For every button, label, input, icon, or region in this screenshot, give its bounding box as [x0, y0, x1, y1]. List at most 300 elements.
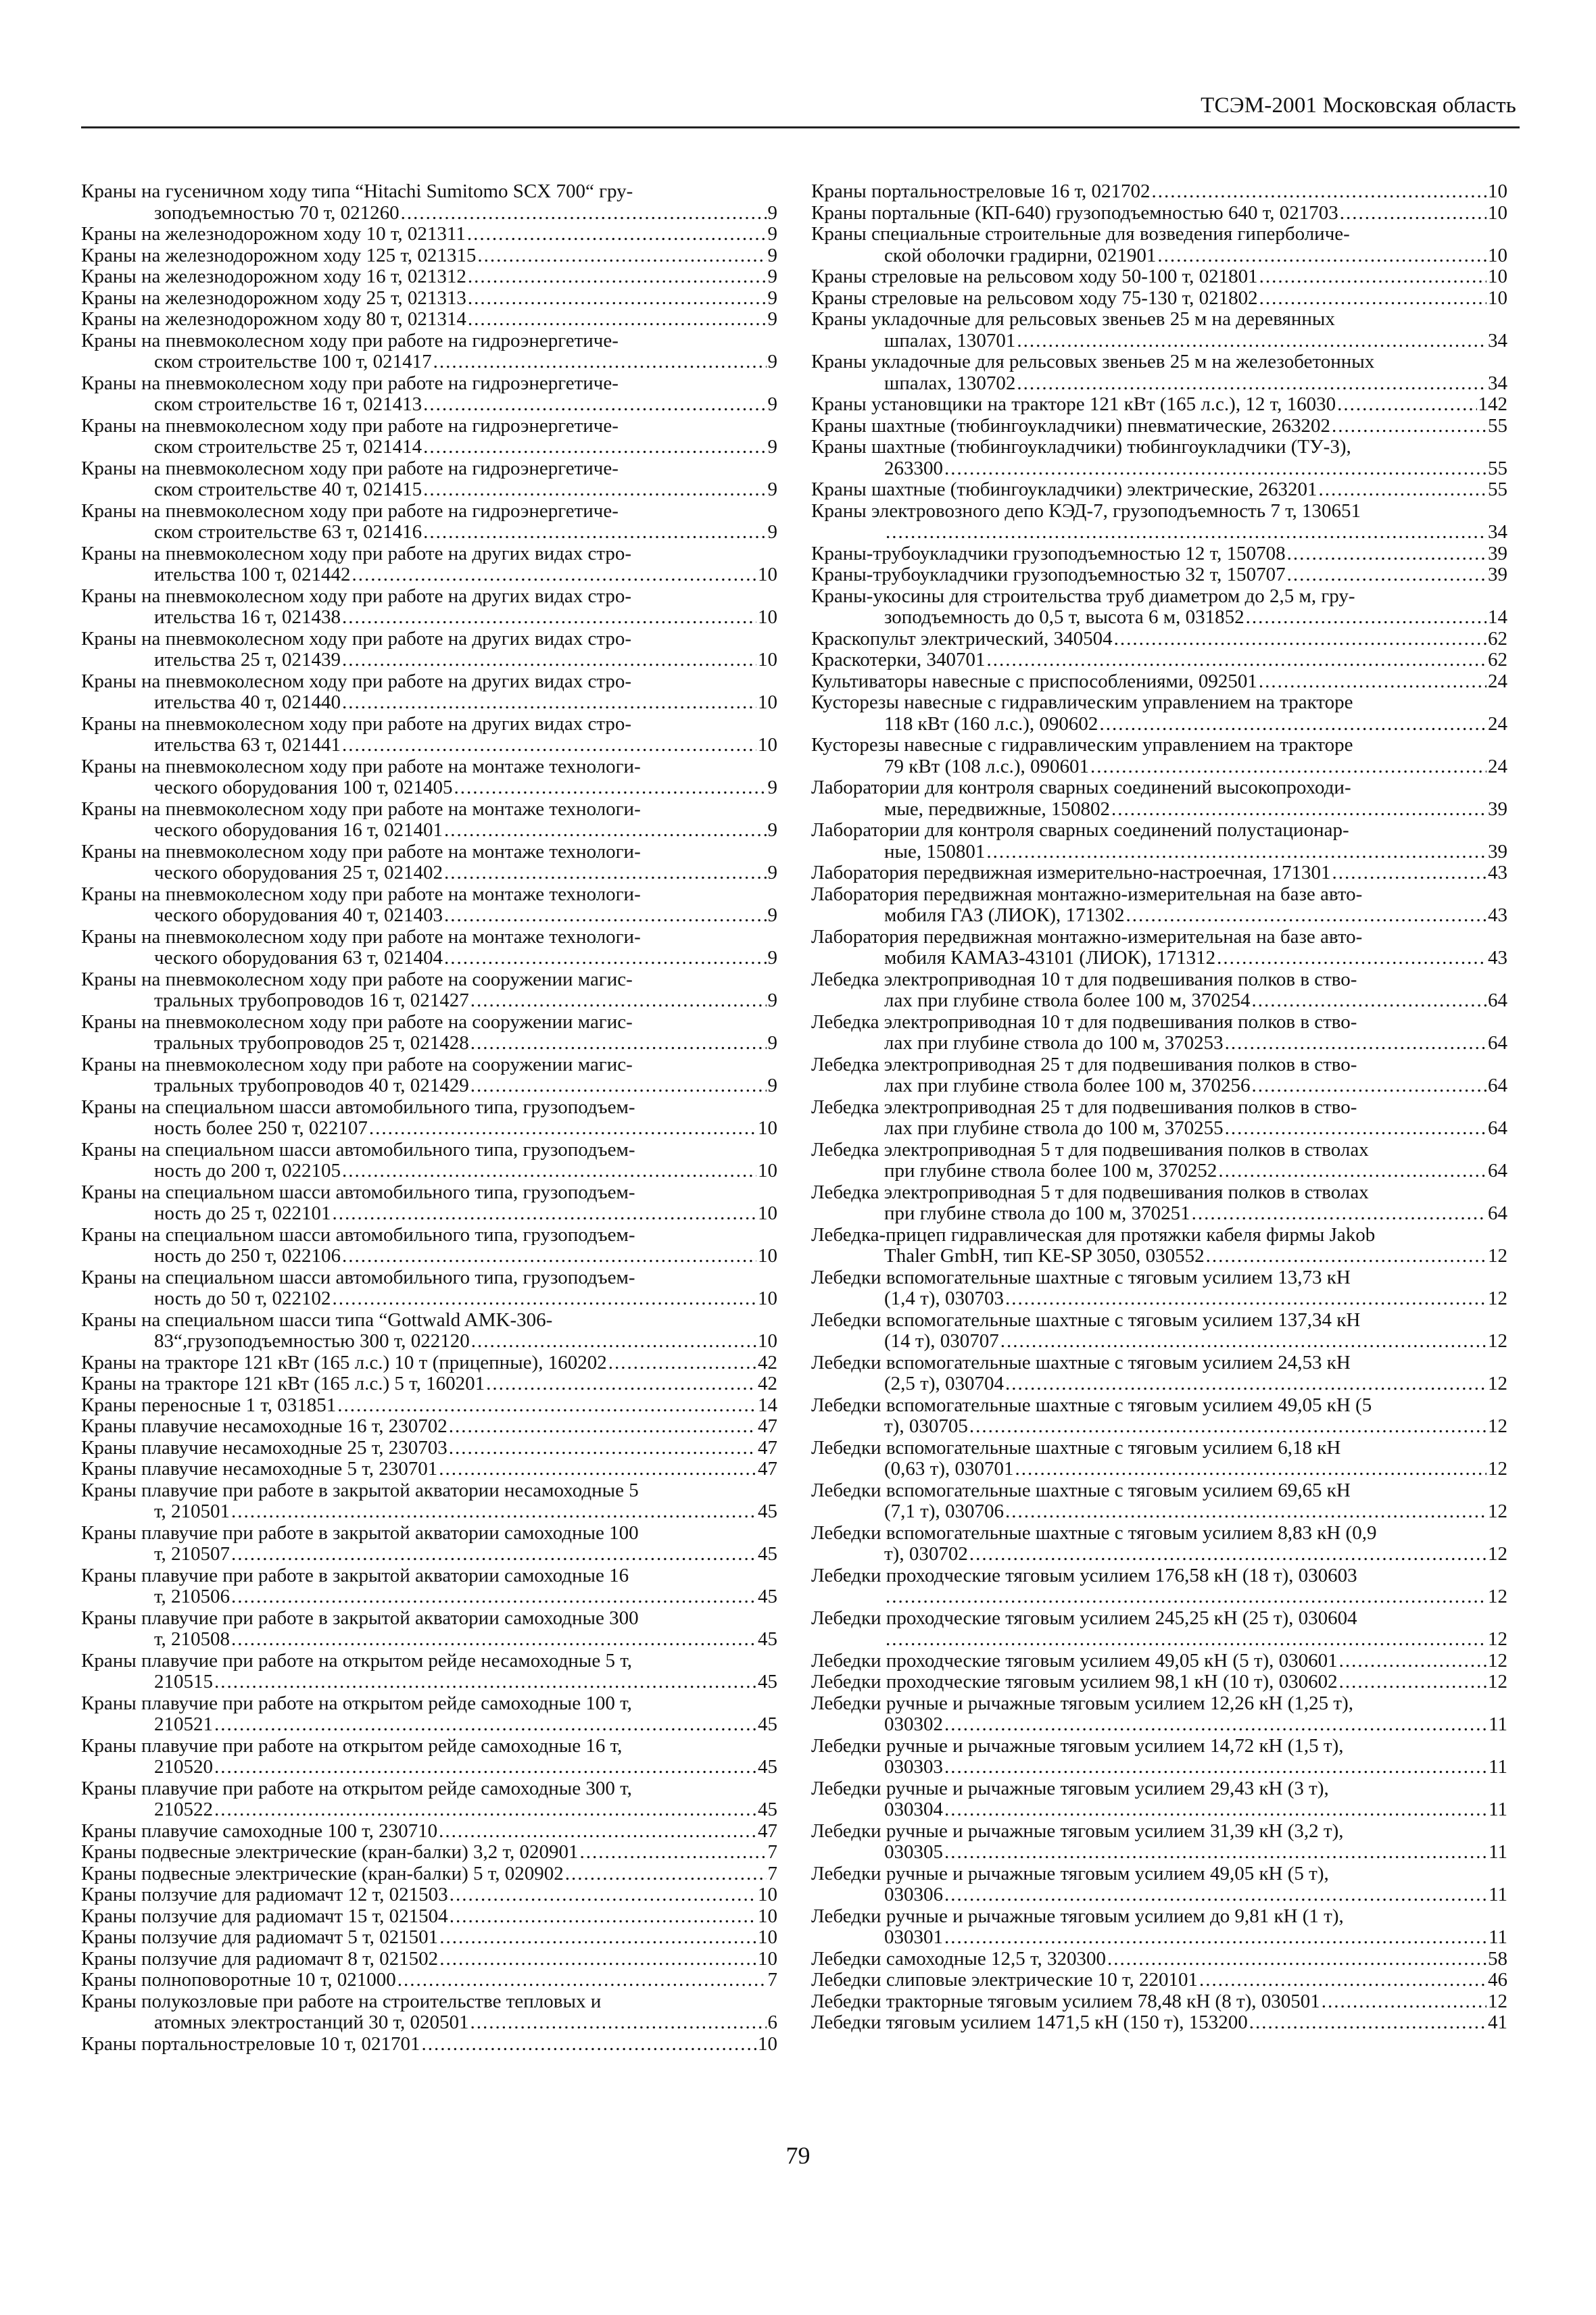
- dot-leader: [1340, 203, 1486, 224]
- index-page-number: 9: [767, 819, 777, 841]
- index-page-number: 64: [1488, 990, 1507, 1011]
- index-entry: [811, 735, 1507, 777]
- index-entry-text: Краны укладочные для рельсовых звеньев 25 м на деревянных: [811, 308, 1335, 330]
- index-entry: [811, 1736, 1507, 1778]
- index-page-number: 9: [767, 244, 777, 266]
- index-page-number: 47: [758, 1458, 777, 1480]
- dot-leader: [1339, 1651, 1486, 1672]
- index-page-number: 10: [758, 606, 777, 628]
- index-page-number: 11: [1489, 1926, 1507, 1948]
- index-page-number: 9: [767, 1075, 777, 1096]
- dot-leader: [1287, 543, 1486, 565]
- index-entry-text: Лебедки слиповые электрические 10 т, 220101: [811, 1969, 1199, 1991]
- index-entry: [811, 1565, 1507, 1608]
- index-page-number: 9: [767, 521, 777, 543]
- index-entry-text: Лаборатория передвижная монтажно-измерительная на базе авто-: [811, 925, 1363, 948]
- index-page-number: 12: [1488, 1245, 1507, 1267]
- index-page-number: 47: [758, 1415, 777, 1437]
- index-entry: [811, 1480, 1507, 1523]
- index-entry-text: Краны на пневмоколесном ходу при работе на сооружении магис-: [81, 968, 633, 990]
- dot-leader: [1199, 1970, 1486, 1991]
- index-page-number: 142: [1478, 393, 1507, 415]
- index-entry: [811, 1778, 1507, 1821]
- index-entry: [811, 437, 1507, 479]
- index-page-number: 10: [1488, 180, 1507, 202]
- index-entry-text: Лебедки ручные и рычажные тяговым усилием 29,43 кН (3 т),: [811, 1777, 1329, 1799]
- index-entry: [81, 1373, 777, 1395]
- index-page-number: 11: [1489, 1841, 1507, 1863]
- index-page-number: 10: [758, 649, 777, 671]
- index-page-number: 34: [1488, 329, 1507, 351]
- dot-leader: [439, 1927, 756, 1949]
- index-page-number: 12: [1488, 1628, 1507, 1650]
- dot-leader: [944, 1799, 1487, 1821]
- index-page-number: 41: [1488, 2012, 1507, 2033]
- index-entry-text: ческого оборудования 16 т, 021401: [154, 819, 443, 841]
- dot-leader: [444, 905, 767, 927]
- dot-leader: [231, 1544, 756, 1565]
- index-entry: [811, 1140, 1507, 1182]
- index-entry-text: (0,63 т), 030701: [884, 1458, 1014, 1480]
- index-page-number: 9: [767, 201, 777, 224]
- index-page-number: 24: [1488, 712, 1507, 735]
- index-page-number: 14: [758, 1394, 777, 1416]
- dot-leader: [608, 1353, 756, 1374]
- index-entry: [81, 1949, 777, 1970]
- index-entry: [81, 331, 777, 373]
- index-entry-text: Лаборатория передвижная измерительно-настроечная, 171301: [811, 862, 1331, 883]
- index-page-number: 24: [1488, 755, 1507, 777]
- index-entry-text: Краны на железнодорожном ходу 125 т, 021315: [81, 244, 477, 266]
- dot-leader: [969, 1544, 1486, 1565]
- index-entry: [811, 351, 1507, 394]
- dot-leader: [401, 203, 767, 224]
- index-entry: [81, 1821, 777, 1843]
- index-entry: [811, 181, 1507, 203]
- index-entry: [811, 927, 1507, 969]
- index-entry-text: Лебедки вспомогательные шахтные с тяговым усилием 8,83 кН (0,9: [811, 1521, 1377, 1544]
- index-entry-text: Краны на пневмоколесном ходу при работе на сооружении магис-: [81, 1053, 633, 1075]
- index-entry: [811, 416, 1507, 437]
- index-entry: [81, 1651, 777, 1693]
- index-entry: [81, 2034, 777, 2055]
- index-entry-text: Лаборатория передвижная монтажно-измерительная на базе авто-: [811, 883, 1363, 905]
- index-entry: [811, 1672, 1507, 1693]
- index-entry: [81, 373, 777, 416]
- index-entry-text: Краны плавучие при работе в закрытой акватории самоходные 100: [81, 1521, 639, 1544]
- index-entry: [811, 820, 1507, 862]
- index-entry-text: ской оболочки градирни, 021901: [884, 244, 1157, 266]
- index-entry: [81, 1608, 777, 1651]
- index-page-number: 46: [1488, 1969, 1507, 1991]
- index-entry: [81, 1906, 777, 1928]
- dot-leader: [944, 1757, 1487, 1778]
- index-entry-text: Лебедки вспомогательные шахтные с тяговым усилием 6,18 кН: [811, 1436, 1341, 1459]
- index-entry-text: Лебедка электроприводная 25 т для подвешивания полков в ство-: [811, 1053, 1357, 1075]
- index-page-number: 45: [758, 1799, 777, 1820]
- dot-leader: [423, 479, 766, 501]
- index-entry-text: Краны ползучие для радиомачт 8 т, 021502: [81, 1947, 439, 1970]
- dot-leader: [1252, 1075, 1487, 1097]
- index-entry-text: 210515: [154, 1671, 213, 1692]
- index-entry-text: т, 210501: [154, 1501, 230, 1522]
- dot-leader: [1015, 1459, 1487, 1480]
- index-entry-text: ческого оборудования 40 т, 021403: [154, 904, 443, 926]
- index-page-number: 10: [758, 1905, 777, 1927]
- index-page-number: 12: [1488, 1671, 1507, 1692]
- index-entry-text: Краны плавучие несамоходные 16 т, 230702: [81, 1415, 448, 1437]
- index-entry: [811, 1097, 1507, 1140]
- index-entry-text: Краны плавучие при работе на открытом рейде самоходные 100 т,: [81, 1692, 632, 1714]
- index-entry-text: 210521: [154, 1713, 213, 1735]
- index-entry-text: лах при глубине ствола более 100 м, 370256: [884, 1075, 1251, 1096]
- index-entry: [811, 884, 1507, 927]
- dot-leader: [886, 1586, 1486, 1608]
- dot-leader: [1252, 990, 1487, 1012]
- dot-leader: [1126, 905, 1486, 927]
- index-entry-text: (1,4 т), 030703: [884, 1288, 1004, 1309]
- index-entry-text: Краны плавучие при работе на открытом рейде самоходные 300 т,: [81, 1777, 632, 1799]
- dot-leader: [231, 1501, 756, 1523]
- index-entry-text: Лебедка электроприводная 5 т для подвешивания полков в стволах: [811, 1181, 1369, 1203]
- index-entry-text: ность до 200 т, 022105: [154, 1160, 341, 1181]
- index-entry: [81, 245, 777, 267]
- index-entry-text: Краны на пневмоколесном ходу при работе на гидроэнергетиче-: [81, 457, 619, 479]
- index-entry-text: 118 кВт (160 л.с.), 090602: [884, 712, 1098, 735]
- index-entry: [811, 309, 1507, 351]
- dot-leader: [1157, 245, 1486, 267]
- dot-leader: [468, 309, 767, 331]
- index-entry-text: Краны ползучие для радиомачт 5 т, 021501: [81, 1926, 439, 1948]
- index-entry: [81, 1225, 777, 1267]
- index-entry: [811, 2012, 1507, 2034]
- index-entry-text: Лебедка электроприводная 10 т для подвешивания полков в ство-: [811, 968, 1357, 990]
- index-page-number: 10: [758, 1160, 777, 1181]
- index-entry-text: Краскотерки, 340701: [811, 649, 986, 671]
- index-entry: [81, 629, 777, 671]
- dot-leader: [470, 990, 767, 1012]
- index-page-number: 9: [767, 1032, 777, 1054]
- dot-leader: [214, 1757, 756, 1778]
- index-page-number: 10: [758, 1884, 777, 1905]
- dot-leader: [944, 1927, 1487, 1949]
- index-entry-text: Краны шахтные (тюбингоукладчики) тюбингоукладчики (ТУ-3),: [811, 436, 1351, 458]
- index-entry-text: Краны-трубоукладчики грузоподъемностью 12 т, 150708: [811, 542, 1286, 564]
- index-entry-text: Краны ползучие для радиомачт 15 т, 021504: [81, 1905, 448, 1927]
- index-entry-text: т), 030705: [884, 1415, 968, 1437]
- index-entry-text: тральных трубопроводов 25 т, 021428: [154, 1032, 469, 1054]
- index-column-left: [81, 181, 777, 2055]
- dot-leader: [342, 607, 756, 629]
- index-entry: [811, 224, 1507, 266]
- index-entry-text: Лебедки вспомогательные шахтные с тяговым усилием 69,65 кН: [811, 1479, 1351, 1501]
- page-number: 79: [785, 2142, 811, 2169]
- index-entry-text: Краны на пневмоколесном ходу при работе на монтаже технологи-: [81, 798, 641, 820]
- index-page-number: 43: [1488, 862, 1507, 883]
- index-entry-text: т), 030702: [884, 1543, 968, 1565]
- index-entry-text: Лебедки вспомогательные шахтные с тяговым усилием 137,34 кН: [811, 1309, 1361, 1331]
- index-entry-text: Краны плавучие при работе на открытом рейде несамоходные 5 т,: [81, 1649, 632, 1672]
- index-entry-text: Краны-укосины для строительства труб диаметром до 2,5 м, гру-: [811, 585, 1355, 607]
- index-entry: [81, 756, 777, 799]
- index-entry: [811, 1395, 1507, 1438]
- index-entry-text: Краны плавучие при работе в закрытой акватории самоходные 300: [81, 1607, 639, 1629]
- index-page-number: 10: [758, 734, 777, 756]
- index-page-number: 14: [1488, 606, 1507, 628]
- index-entry: [81, 1884, 777, 1906]
- index-entry-text: ческого оборудования 100 т, 021405: [154, 777, 453, 798]
- index-entry-text: Краны плавучие при работе в закрытой акватории самоходные 16: [81, 1564, 629, 1586]
- dot-leader: [944, 1884, 1487, 1906]
- index-entry-text: мобиля ГАЗ (ЛИОК), 171302: [884, 904, 1125, 926]
- index-entry-text: ском строительстве 40 т, 021415: [154, 479, 422, 500]
- index-entry-text: Краны на специальном шасси автомобильного типа, грузоподъем-: [81, 1138, 635, 1161]
- index-entry: [811, 1693, 1507, 1736]
- dot-leader: [565, 1863, 767, 1885]
- index-page-number: 47: [758, 1820, 777, 1842]
- index-page-number: 12: [1488, 1990, 1507, 2012]
- dot-leader: [342, 1246, 756, 1267]
- index-entry: [811, 1523, 1507, 1565]
- index-entry: [81, 288, 777, 310]
- dot-leader: [423, 437, 766, 458]
- index-page-number: 10: [1488, 266, 1507, 287]
- dot-leader: [1339, 1672, 1486, 1693]
- index-entry-text: ском строительстве 63 т, 021416: [154, 521, 422, 543]
- index-entry: [811, 479, 1507, 501]
- index-entry-text: 030301: [884, 1926, 943, 1948]
- index-entry-text: ительства 63 т, 021441: [154, 734, 341, 756]
- index-entry-text: 263300: [884, 457, 943, 479]
- dot-leader: [342, 692, 756, 714]
- index-page-number: 9: [767, 436, 777, 458]
- index-entry-text: Краны на пневмоколесном ходу при работе на монтаже технологи-: [81, 840, 641, 862]
- index-entry-text: шпалах, 130701: [884, 329, 1016, 351]
- dot-leader: [439, 1459, 756, 1480]
- index-entry: [811, 266, 1507, 288]
- index-entry-text: 79 кВт (108 л.с.), 090601: [884, 755, 1090, 777]
- index-page-number: 64: [1488, 1117, 1507, 1139]
- index-page-number: 12: [1488, 1458, 1507, 1480]
- dot-leader: [1005, 1373, 1486, 1395]
- index-entry-text: Краны стреловые на рельсовом ходу 50-100 т, 021801: [811, 266, 1258, 287]
- index-entry: [81, 1182, 777, 1225]
- index-entry: [81, 1842, 777, 1863]
- dot-leader: [1090, 756, 1486, 778]
- index-page-number: 9: [767, 393, 777, 415]
- index-entry: [81, 1310, 777, 1353]
- index-entry: [811, 650, 1507, 671]
- index-entry: [811, 1906, 1507, 1949]
- index-entry-text: т, 210508: [154, 1628, 230, 1650]
- index-page-number: 62: [1488, 627, 1507, 650]
- dot-leader: [214, 1714, 756, 1736]
- index-entry-text: Краны шахтные (тюбингоукладчики) электрические, 263201: [811, 479, 1317, 500]
- index-entry-text: Краны на пневмоколесном ходу при работе на гидроэнергетиче-: [81, 372, 619, 394]
- index-entry: [811, 969, 1507, 1012]
- index-entry-text: зоподъемностью 70 т, 021260: [154, 201, 400, 224]
- index-entry-text: Краны переносные 1 т, 031851: [81, 1394, 337, 1416]
- index-entry-text: Краны на пневмоколесном ходу при работе на гидроэнергетиче-: [81, 329, 619, 351]
- dot-leader: [439, 1821, 756, 1843]
- index-entry-text: Краны ползучие для радиомачт 12 т, 021503: [81, 1884, 448, 1905]
- index-entry-text: ительства 25 т, 021439: [154, 649, 341, 671]
- index-page-number: 9: [767, 904, 777, 926]
- dot-leader: [468, 288, 767, 310]
- index-page-number: 10: [758, 1117, 777, 1139]
- index-entry: [81, 309, 777, 331]
- index-entry-text: ческого оборудования 63 т, 021404: [154, 947, 443, 969]
- index-entry-text: Краны-трубоукладчики грузоподъемностью 32 т, 150707: [811, 564, 1286, 585]
- index-column-right: [811, 181, 1507, 2034]
- dot-leader: [1225, 1118, 1486, 1140]
- index-entry-text: Краны стреловые на рельсовом ходу 75-130 т, 021802: [811, 287, 1258, 309]
- index-entry-text: Краны на специальном шасси автомобильного типа, грузоподъем-: [81, 1096, 635, 1118]
- index-entry-text: Краны на пневмоколесном ходу при работе на монтаже технологи-: [81, 925, 641, 948]
- index-page-number: 10: [1488, 201, 1507, 224]
- index-entry-text: зоподъемность до 0,5 т, высота 6 м, 031852: [884, 606, 1244, 628]
- index-entry-text: Краны полноповоротные 10 т, 021000: [81, 1969, 396, 1991]
- index-entry-text: Лебедки ручные и рычажные тяговым усилием 49,05 кН (5 т),: [811, 1862, 1329, 1884]
- index-entry-text: (7,1 т), 030706: [884, 1501, 1004, 1522]
- index-entry-text: лах при глубине ствола до 100 м, 370255: [884, 1117, 1224, 1139]
- index-entry-text: Краны портальные (КП-640) грузоподъемностью 640 т, 021703: [811, 201, 1338, 224]
- index-entry-text: Краны портальнострелoвые 16 т, 021702: [811, 180, 1151, 202]
- index-entry-text: Краны на пневмоколесном ходу при работе на сооружении магис-: [81, 1010, 633, 1033]
- index-entry-text: Лебедка электроприводная 5 т для подвешивания полков в стволах: [811, 1138, 1369, 1161]
- index-entry: [81, 799, 777, 842]
- index-entry-text: ском строительстве 25 т, 021414: [154, 436, 422, 458]
- dot-leader: [1246, 607, 1486, 629]
- index-entry-text: т, 210507: [154, 1543, 230, 1565]
- index-entry-text: Краны на специальном шасси автомобильного типа, грузоподъем-: [81, 1266, 635, 1288]
- index-entry: [81, 1097, 777, 1140]
- index-entry: [811, 1970, 1507, 1991]
- index-entry: [81, 884, 777, 927]
- dot-leader: [1259, 288, 1486, 310]
- index-page-number: 34: [1488, 521, 1507, 543]
- index-entry-text: 030303: [884, 1756, 943, 1778]
- dot-leader: [444, 820, 767, 842]
- index-entry-text: Лебедки вспомогательные шахтные с тяговым усилием 24,53 кН: [811, 1351, 1351, 1373]
- dot-leader: [333, 1203, 756, 1225]
- index-entry-text: ность более 250 т, 022107: [154, 1117, 368, 1139]
- index-entry-text: Краны на пневмоколесном ходу при работе на других видах стро-: [81, 627, 632, 650]
- index-entry: [811, 501, 1507, 543]
- index-entry-text: Лебедки тяговым усилием 1471,5 кН (150 т), 153200: [811, 2012, 1248, 2033]
- dot-leader: [969, 1416, 1486, 1438]
- dot-leader: [423, 394, 766, 416]
- index-entry-text: 030306: [884, 1884, 943, 1905]
- index-entry: [811, 1054, 1507, 1097]
- dot-leader: [342, 735, 756, 756]
- index-entry: [81, 501, 777, 543]
- index-entry: [81, 586, 777, 629]
- dot-leader: [1259, 671, 1486, 693]
- index-page-number: 64: [1488, 1032, 1507, 1054]
- index-page-number: 9: [767, 990, 777, 1011]
- index-entry-text: Краны плавучие несамоходные 5 т, 230701: [81, 1458, 438, 1480]
- index-entry: [81, 1693, 777, 1736]
- dot-leader: [1318, 479, 1486, 501]
- index-entry-text: Лебедки проходческие тяговым усилием 245,25 кН (25 т), 030604: [811, 1607, 1357, 1629]
- dot-leader: [444, 948, 767, 969]
- index-page-number: 10: [758, 691, 777, 713]
- index-page-number: 47: [758, 1436, 777, 1459]
- index-page-number: 64: [1488, 1160, 1507, 1181]
- dot-leader: [333, 1288, 756, 1310]
- index-entry: [81, 1970, 777, 1991]
- dot-leader: [944, 1842, 1487, 1863]
- index-page-number: 9: [767, 287, 777, 309]
- index-entry-text: ные, 150801: [884, 840, 986, 862]
- index-entry-text: Лебедки ручные и рычажные тяговым усилием 12,26 кН (1,25 т),: [811, 1692, 1353, 1714]
- index-entry-text: ительства 16 т, 021438: [154, 606, 341, 628]
- index-page-number: 7: [767, 1841, 777, 1863]
- index-entry-text: шпалах, 130702: [884, 372, 1016, 394]
- index-page-number: 45: [758, 1543, 777, 1565]
- index-entry-text: Краны полукозловые при работе на строительстве тепловых и: [81, 1990, 602, 2012]
- dot-leader: [1337, 394, 1476, 416]
- index-entry-text: Лебедка электроприводная 10 т для подвешивания полков в ство-: [811, 1010, 1357, 1033]
- index-entry-text: Краны на пневмоколесном ходу при работе на других видах стро-: [81, 585, 632, 607]
- dot-leader: [231, 1629, 756, 1651]
- index-entry-text: ительства 100 т, 021442: [154, 564, 351, 585]
- index-page-number: 7: [767, 1862, 777, 1884]
- index-page-number: 12: [1488, 1373, 1507, 1394]
- header-rule: [81, 126, 1520, 128]
- index-entry-text: Краны на железнодорожном ходу 16 т, 021312: [81, 266, 466, 287]
- index-entry-text: Краны шахтные (тюбингоукладчики) пневматические, 263202: [811, 414, 1331, 437]
- index-entry-text: Краны на пневмоколесном ходу при работе на гидроэнергетиче-: [81, 499, 619, 522]
- index-entry: [811, 1991, 1507, 2013]
- index-page-number: 45: [758, 1501, 777, 1522]
- index-entry: [81, 927, 777, 969]
- index-entry: [81, 1565, 777, 1608]
- index-entry-text: ском строительстве 100 т, 021417: [154, 351, 432, 372]
- dot-leader: [1107, 1949, 1486, 1970]
- index-entry-text: Краны на специальном шасси типа “Gottwald AMK-306-: [81, 1309, 553, 1331]
- index-entry-text: ность до 25 т, 022101: [154, 1202, 331, 1224]
- index-page-number: 12: [1488, 1649, 1507, 1672]
- index-entry-text: Краны на железнодорожном ходу 25 т, 021313: [81, 287, 466, 309]
- index-entry: [81, 1395, 777, 1417]
- index-entry-text: тральных трубопроводов 16 т, 021427: [154, 990, 469, 1011]
- dot-leader: [214, 1799, 756, 1821]
- index-entry-text: 83“,грузоподъемностью 300 т, 022120: [154, 1330, 470, 1352]
- index-page-number: 12: [1488, 1543, 1507, 1565]
- index-entry: [811, 1608, 1507, 1651]
- index-entry-text: Краны на пневмоколесном ходу при работе на других видах стро-: [81, 542, 632, 564]
- index-entry: [81, 1012, 777, 1054]
- index-page-number: 10: [758, 564, 777, 585]
- dot-leader: [214, 1672, 756, 1693]
- dot-leader: [433, 351, 767, 373]
- dot-leader: [1332, 862, 1486, 884]
- index-page-number: 64: [1488, 1075, 1507, 1096]
- index-entry: [81, 1140, 777, 1182]
- dot-leader: [444, 862, 767, 884]
- dot-leader: [1287, 564, 1486, 586]
- index-entry: [811, 1821, 1507, 1863]
- index-page-number: 42: [758, 1373, 777, 1394]
- index-entry: [811, 1012, 1507, 1054]
- index-entry-text: 210520: [154, 1756, 213, 1778]
- index-entry-text: Краны плавучие при работе в закрытой акватории несамоходные 5: [81, 1479, 639, 1501]
- index-entry: [811, 629, 1507, 650]
- dot-leader: [1259, 266, 1486, 288]
- index-entry-text: тральных трубопроводов 40 т, 021429: [154, 1075, 469, 1096]
